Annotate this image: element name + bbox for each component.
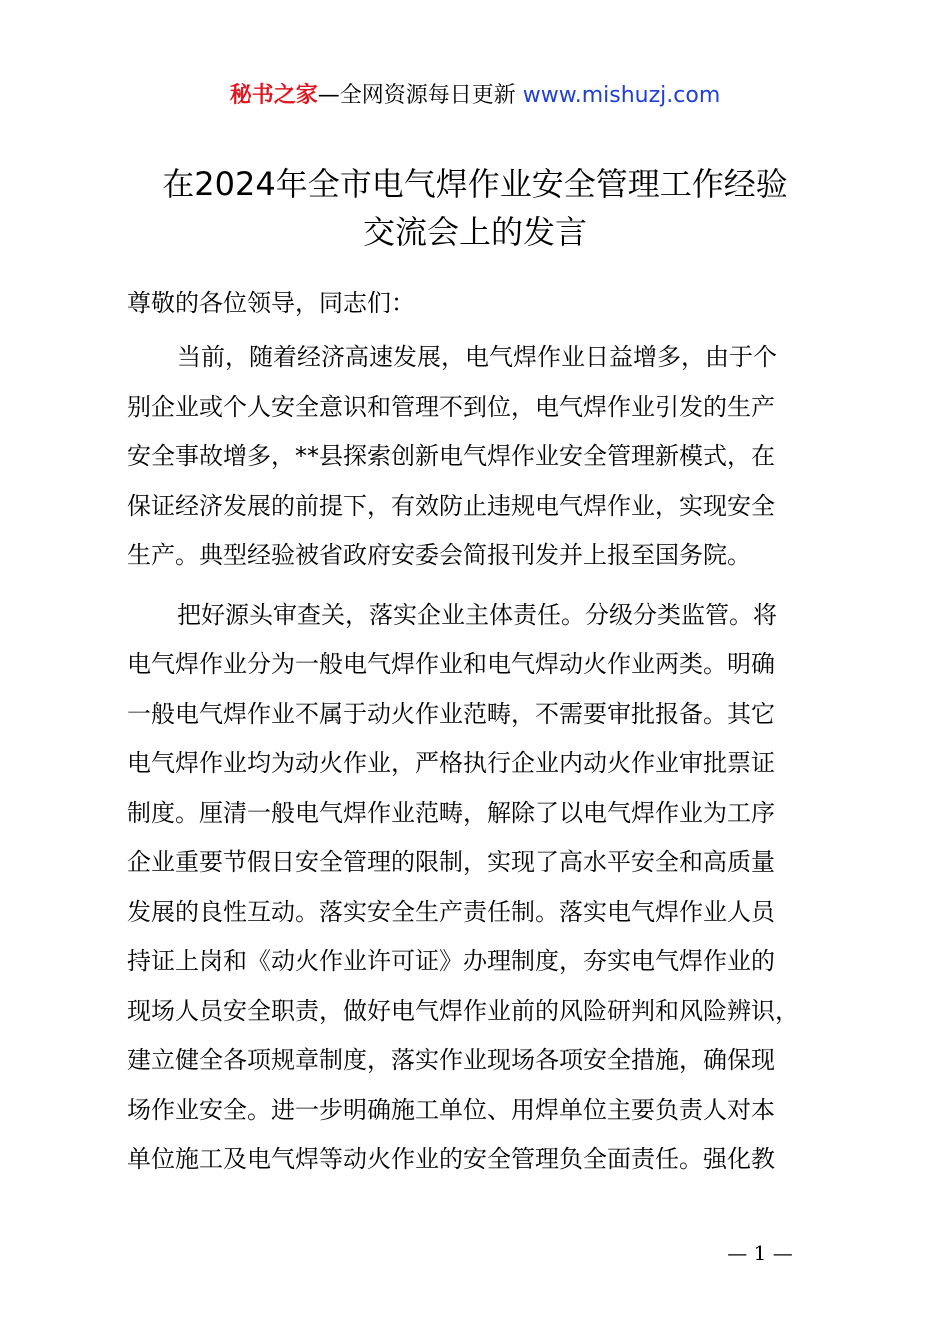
- paragraph-line: 现场人员安全职责，做好电气焊作业前的风险研判和风险辨识，: [127, 996, 799, 1025]
- paragraph-line: 电气焊作业分为一般电气焊作业和电气焊动火作业两类。明确: [127, 650, 775, 678]
- site-url-link[interactable]: www.mishuzj.com: [522, 83, 721, 108]
- paragraph-line: 一般电气焊作业不属于动火作业范畴，不需要审批报备。其它: [127, 699, 775, 728]
- salutation: 尊敬的各位领导，同志们：: [127, 289, 415, 317]
- paragraph-line: 生产。典型经验被省政府安委会简报刊发并上报至国务院。: [127, 541, 751, 569]
- paragraph-intro: [127, 333, 847, 581]
- paragraph-line: 持证上岗和《动火作业许可证》办理制度，夯实电气焊作业的: [127, 947, 775, 975]
- paragraph-line: 发展的良性互动。落实安全生产责任制。落实电气焊作业人员: [127, 897, 775, 926]
- paragraph-source-review: [127, 591, 847, 1185]
- paragraph-line: 把好源头审查关，落实企业主体责任。分级分类监管。将: [177, 600, 777, 629]
- paragraph-line: 当前，随着经济高速发展，电气焊作业日益增多，由于个: [177, 343, 777, 371]
- paragraph-line: 保证经济发展的前提下，有效防止违规电气焊作业，实现安全: [127, 491, 775, 520]
- paragraph-line: 别企业或个人安全意识和管理不到位，电气焊作业引发的生产: [127, 392, 775, 421]
- paragraph-line: 场作业安全。进一步明确施工单位、用焊单位主要负责人对本: [127, 1095, 775, 1124]
- paragraph-line: 安全事故增多，**县探索创新电气焊作业安全管理新模式，在: [127, 442, 775, 470]
- document-title: [90, 160, 860, 256]
- site-brand: 秘书之家: [229, 83, 318, 108]
- paragraph-line: 企业重要节假日安全管理的限制，实现了高水平安全和高质量: [127, 848, 775, 876]
- title-line-2: 交流会上的发言: [362, 213, 587, 251]
- paragraph-line: 单位施工及电气焊等动火作业的安全管理负全面责任。强化教: [127, 1145, 775, 1173]
- title-line-1: 在2024年全市电气焊作业安全管理工作经验: [162, 165, 788, 203]
- paragraph-line: 电气焊作业均为动火作业，严格执行企业内动火作业审批票证: [127, 749, 775, 777]
- paragraph-line: 建立健全各项规章制度，落实作业现场各项安全措施，确保现: [127, 1046, 775, 1074]
- page-number: — 1 —: [727, 1241, 793, 1265]
- paragraph-line: 制度。厘清一般电气焊作业范畴，解除了以电气焊作业为工序: [127, 798, 775, 827]
- site-slogan: —全网资源每日更新: [317, 83, 523, 108]
- site-header: [0, 80, 950, 112]
- document-body: [127, 283, 847, 1185]
